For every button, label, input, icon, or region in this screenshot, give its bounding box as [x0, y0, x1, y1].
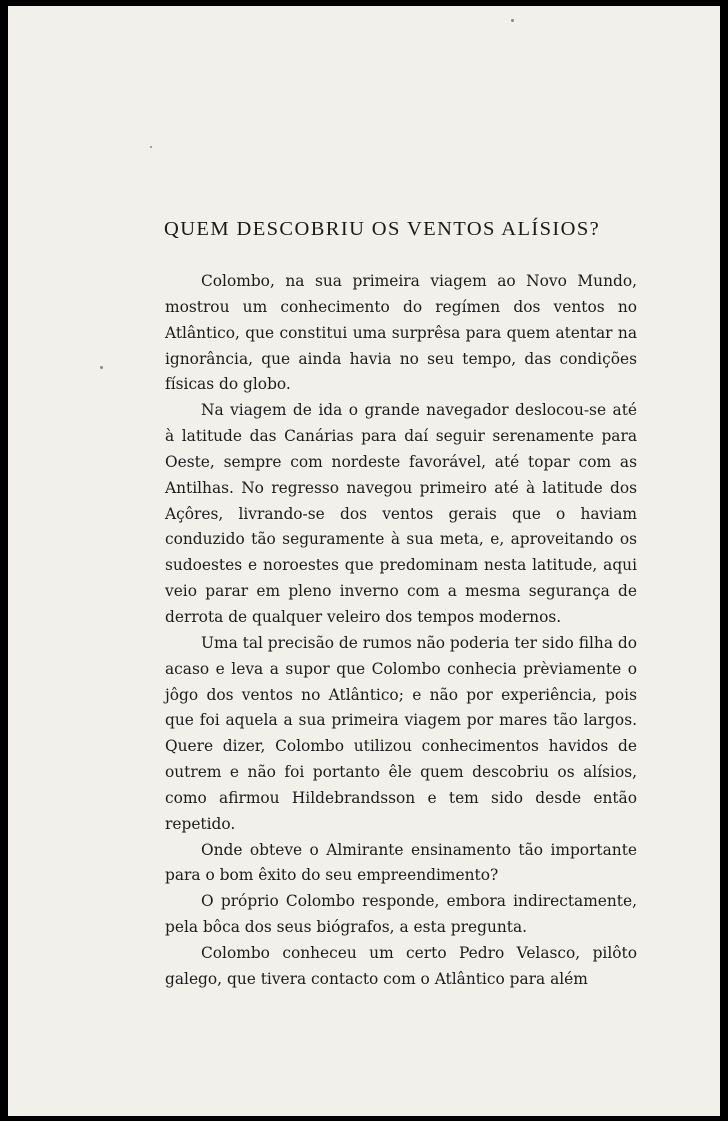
scanned-page — [8, 6, 720, 1116]
paragraph: O próprio Colombo responde, embora indirectamente, pela bôca dos seus biógrafos, a esta pregunta. — [165, 892, 637, 937]
page-title: QUEM DESCOBRIU OS VENTOS ALÍSIOS? — [164, 218, 601, 240]
paragraph: Colombo conheceu um certo Pedro Velasco, pilôto galego, que tivera contacto com o Atlântico para além — [165, 943, 637, 988]
paragraph: Uma tal precisão de rumos não poderia ter sido filha do acaso e leva a supor que Colombo conhecia prèviamente o jôgo dos ventos no Atlântico; e não por experiência, pois que foi aquela a sua primeira viagem por mares tão largos. Quere dizer, Colombo utilizou conhecimentos havidos de outrem e não foi portanto êle quem descobriu os alísios, como afirmou Hildebrandsson e tem sido desde então repetido. — [165, 633, 638, 833]
body-text — [165, 269, 637, 993]
paragraph: Onde obteve o Almirante ensinamento tão importante para o bom êxito do seu empreendimento? — [165, 840, 637, 885]
paragraph: Colombo, na sua primeira viagem ao Novo Mundo, mostrou um conhecimento do regímen dos ventos no Atlântico, que constitui uma surprêsa para quem atentar na ignorância, que ainda havia no seu tempo, das condições físicas do globo. — [165, 272, 637, 394]
paper-speck — [100, 366, 103, 369]
paper-speck — [150, 146, 152, 148]
paper-speck — [511, 19, 514, 22]
paragraph: Na viagem de ida o grande navegador deslocou-se até à latitude das Canárias para daí seguir serenamente para Oeste, sempre com nordeste favorável, até topar com as Antilhas. No regresso navegou primeiro até à latitude dos Açôres, livrando-se dos ventos gerais que o haviam conduzido tão seguramente à sua meta, e, aproveitando os sudoestes e noroestes que predominam nesta latitude, aqui veio parar em pleno inverno com a mesma segurança de derrota de qualquer veleiro dos tempos modernos. — [165, 401, 637, 626]
